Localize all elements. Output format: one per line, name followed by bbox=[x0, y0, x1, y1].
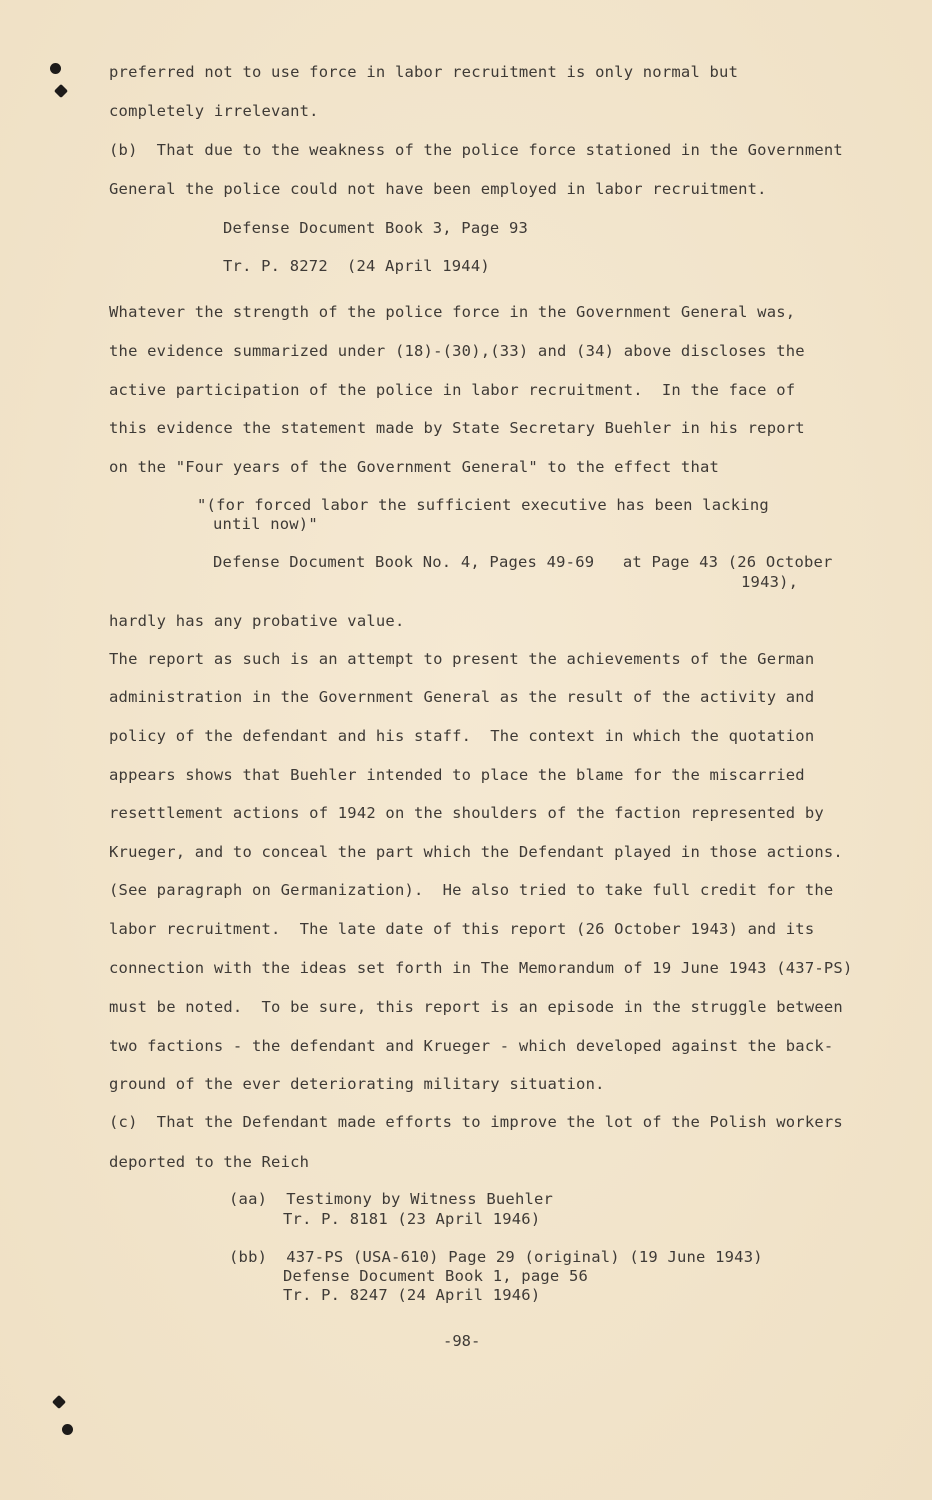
citation-line: Tr. P. 8181 (23 April 1946) bbox=[283, 1210, 541, 1228]
citation-line: Defense Document Book 3, Page 93 bbox=[223, 219, 529, 237]
citation-line: Tr. P. 8272 (24 April 1944) bbox=[223, 257, 490, 275]
punch-hole-icon bbox=[62, 1424, 73, 1435]
text-line: active participation of the police in labor recruitment. In the face of bbox=[109, 381, 796, 399]
citation-line: (bb) 437-PS (USA-610) Page 29 (original) (19 June 1943) bbox=[229, 1248, 763, 1266]
text-line: The report as such is an attempt to present the achievements of the German bbox=[109, 650, 815, 668]
text-line: two factions - the defendant and Krueger - which developed against the back- bbox=[109, 1037, 834, 1055]
text-line: (See paragraph on Germanization). He also tried to take full credit for the bbox=[109, 881, 834, 899]
text-line: hardly has any probative value. bbox=[109, 612, 405, 630]
text-line: Whatever the strength of the police force in the Government General was, bbox=[109, 303, 796, 321]
text-line: on the "Four years of the Government General" to the effect that bbox=[109, 458, 720, 476]
text-line: must be noted. To be sure, this report is an episode in the struggle between bbox=[109, 998, 843, 1016]
text-line: deported to the Reich bbox=[109, 1153, 310, 1171]
citation-line: Defense Document Book 1, page 56 bbox=[283, 1267, 589, 1285]
text-line: (c) That the Defendant made efforts to improve the lot of the Polish workers bbox=[109, 1113, 843, 1131]
citation-line: Tr. P. 8247 (24 April 1946) bbox=[283, 1286, 541, 1304]
text-line: administration in the Government General as the result of the activity and bbox=[109, 688, 815, 706]
citation-line: (aa) Testimony by Witness Buehler bbox=[229, 1190, 554, 1208]
punch-hole-icon bbox=[52, 1395, 66, 1409]
page-number: -98- bbox=[443, 1332, 481, 1350]
text-line: completely irrelevant. bbox=[109, 102, 319, 120]
text-line: policy of the defendant and his staff. The context in which the quotation bbox=[109, 727, 815, 745]
text-line: resettlement actions of 1942 on the shoulders of the faction represented by bbox=[109, 804, 824, 822]
text-line: this evidence the statement made by State Secretary Buehler in his report bbox=[109, 419, 805, 437]
text-line: connection with the ideas set forth in The Memorandum of 19 June 1943 (437-PS) bbox=[109, 959, 853, 977]
text-line: preferred not to use force in labor recruitment is only normal but bbox=[109, 63, 739, 81]
citation-line: Defense Document Book No. 4, Pages 49-69 at Page 43 (26 October bbox=[213, 553, 833, 571]
text-line: the evidence summarized under (18)-(30),(33) and (34) above discloses the bbox=[109, 342, 805, 360]
quotation-line: until now)" bbox=[213, 515, 318, 533]
quotation-line: "(for forced labor the sufficient executive has been lacking bbox=[197, 496, 769, 514]
text-line: appears shows that Buehler intended to place the blame for the miscarried bbox=[109, 766, 805, 784]
text-line: General the police could not have been employed in labor recruitment. bbox=[109, 180, 767, 198]
punch-hole-icon bbox=[50, 63, 61, 74]
text-line: ground of the ever deteriorating military situation. bbox=[109, 1075, 605, 1093]
text-line: (b) That due to the weakness of the police force stationed in the Government bbox=[109, 141, 843, 159]
text-line: labor recruitment. The late date of this report (26 October 1943) and its bbox=[109, 920, 815, 938]
text-line: Krueger, and to conceal the part which the Defendant played in those actions. bbox=[109, 843, 843, 861]
citation-line: 1943), bbox=[741, 573, 799, 591]
punch-hole-icon bbox=[54, 84, 68, 98]
